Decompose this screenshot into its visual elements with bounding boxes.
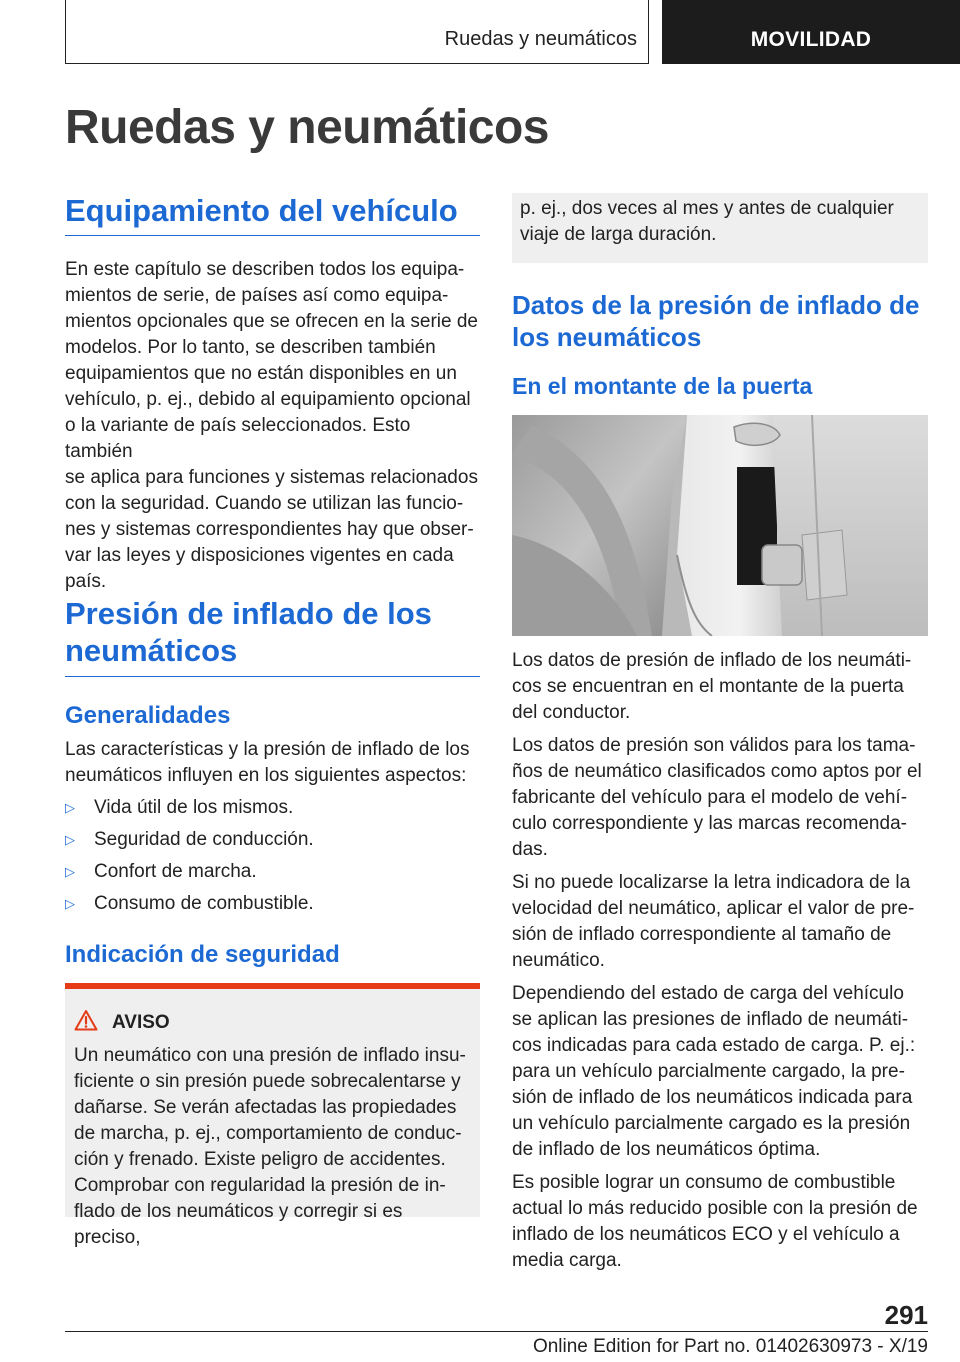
text-line: culo correspondiente y las marcas recomenda- <box>512 813 907 834</box>
text-line: de marcha, p. ej., comportamiento de conduc- <box>74 1123 462 1144</box>
text-line: Los datos de presión de inflado de los neumáti- <box>512 650 912 671</box>
text-line: un vehículo parcialmente cargado es la presión <box>512 1113 911 1134</box>
list-item-text: Vida útil de los mismos. <box>94 797 294 818</box>
text-line: Un neumático con una presión de inflado insu- <box>74 1045 466 1066</box>
text-line: Si no puede localizarse la letra indicadora de la <box>512 872 911 893</box>
right-paragraphs <box>512 648 928 1274</box>
text-line: país. <box>65 571 107 592</box>
para-eco <box>512 1170 928 1274</box>
warning-continuation <box>512 193 928 263</box>
text-line: p. ej., dos veces al mes y antes de cualquier <box>520 198 894 219</box>
list-item <box>65 859 480 885</box>
warning-text <box>74 1043 474 1251</box>
list-item-text: Seguridad de conducción. <box>94 829 314 850</box>
triangle-bullet-icon: ▷ <box>65 832 75 847</box>
para-location <box>512 648 928 726</box>
text-line: var las leyes y disposiciones vigentes en cada <box>65 545 454 566</box>
door-pillar-photo <box>512 415 928 636</box>
pressure-heading-line: Presión de inflado de los <box>65 596 432 631</box>
warning-label: AVISO <box>112 1012 170 1033</box>
text-line: modelos. Por lo tanto, se describen también <box>65 337 436 358</box>
warning-triangle-icon <box>74 1009 98 1037</box>
equip-heading-text: Equipamiento del vehículo <box>65 193 458 228</box>
text-line: Dependiendo del estado de carga del vehículo <box>512 983 904 1004</box>
warning-header <box>74 1009 170 1037</box>
text-line: ficiente o sin presión puede sobrecalentarse y <box>74 1071 461 1092</box>
text-line: mientos opcionales que se ofrecen en la serie de <box>65 311 478 332</box>
text-line: del conductor. <box>512 702 631 723</box>
text-line: nes y sistemas correspondientes hay que obser- <box>65 519 474 540</box>
text-line: Comprobar con regularidad la presión de in- <box>74 1175 446 1196</box>
text-line: vehículo, p. ej., debido al equipamiento opcional <box>65 389 471 410</box>
door-heading: En el montante de la puerta <box>512 373 813 399</box>
list-item-text: Confort de marcha. <box>94 861 257 882</box>
pressure-heading <box>65 595 480 677</box>
text-line: das. <box>512 839 548 860</box>
page-title: Ruedas y neumáticos <box>65 101 549 154</box>
equip-paragraph <box>65 257 480 595</box>
header-chapter-tab[interactable] <box>662 0 960 64</box>
equip-heading <box>65 193 480 236</box>
text-line: fabricante del vehículo para el modelo de vehí- <box>512 787 908 808</box>
text-line: se aplican las presiones de inflado de neumáti- <box>512 1009 909 1030</box>
footer-edition: Online Edition for Part no. 01402630973 - X/19 <box>532 1336 928 1357</box>
triangle-bullet-icon: ▷ <box>65 800 75 815</box>
text-line: sión de inflado de los neumáticos indicada para <box>512 1087 913 1108</box>
text-line: equipamientos que no están disponibles en un <box>65 363 457 384</box>
text-line: para un vehículo parcialmente cargado, la pre- <box>512 1061 905 1082</box>
triangle-bullet-icon: ▷ <box>65 896 75 911</box>
aspects-list <box>65 795 480 917</box>
general-paragraph <box>65 737 480 789</box>
text-line: actual lo más reducido posible con la presión de <box>512 1198 918 1219</box>
text-line: de inflado de los neumáticos óptima. <box>512 1139 821 1160</box>
safety-heading: Indicación de seguridad <box>65 941 340 968</box>
text-line: neumático. <box>512 950 605 971</box>
text-line: dañarse. Se verán afectadas las propiedades <box>74 1097 457 1118</box>
page-number: 291 <box>884 1300 928 1330</box>
text-line: cos indicadas para cada estado de carga. P. ej.: <box>512 1035 916 1056</box>
text-line: Los datos de presión son válidos para los tama- <box>512 735 916 756</box>
list-item-text: Consumo de combustible. <box>94 893 314 914</box>
text-line: ños de neumático clasificados como aptos por el <box>512 761 922 782</box>
text-line: velocidad del neumático, aplicar el valor de pre- <box>512 898 915 919</box>
list-item <box>65 891 480 917</box>
text-line: Es posible lograr un consumo de combustible <box>512 1172 896 1193</box>
para-validity <box>512 733 928 863</box>
triangle-bullet-icon: ▷ <box>65 864 75 879</box>
text-line: mientos de serie, de países así como equipa- <box>65 285 449 306</box>
text-line: viaje de larga duración. <box>520 224 717 245</box>
text-line: cos se encuentran en el montante de la puerta <box>512 676 904 697</box>
data-heading-line: los neumáticos <box>512 322 702 352</box>
text-line: flado de los neumáticos y corregir si es preciso, <box>74 1201 403 1248</box>
text-line: o la variante de país seleccionados. Esto también <box>65 415 411 462</box>
para-load-state <box>512 981 928 1163</box>
list-item <box>65 795 480 821</box>
text-line: media carga. <box>512 1250 622 1271</box>
text-line: En este capítulo se describen todos los equipa- <box>65 259 465 280</box>
text-line: sión de inflado correspondiente al tamaño de <box>512 924 892 945</box>
text-line: inflado de los neumáticos ECO y el vehículo a <box>512 1224 900 1245</box>
text-line: ción y frenado. Existe peligro de accidentes. <box>74 1149 446 1170</box>
data-heading <box>512 289 928 353</box>
warning-continuation-text <box>520 196 894 248</box>
data-heading-line: Datos de la presión de inflado de <box>512 290 920 320</box>
header-chapter-label: MOVILIDAD <box>750 28 872 51</box>
general-heading: Generalidades <box>65 702 231 729</box>
text-line: se aplica para funciones y sistemas relacionados <box>65 467 478 488</box>
footer-rule <box>65 1331 928 1332</box>
text-line: con la seguridad. Cuando se utilizan las funcio- <box>65 493 464 514</box>
pressure-heading-line: neumáticos <box>65 633 238 668</box>
list-item <box>65 827 480 853</box>
para-speed-letter <box>512 870 928 974</box>
warning-box <box>65 989 480 1248</box>
header-section-title: Ruedas y neumáticos <box>444 28 637 50</box>
text-line: Las características y la presión de inflado de los <box>65 739 470 760</box>
text-line: neumáticos influyen en los siguientes aspectos: <box>65 765 467 786</box>
